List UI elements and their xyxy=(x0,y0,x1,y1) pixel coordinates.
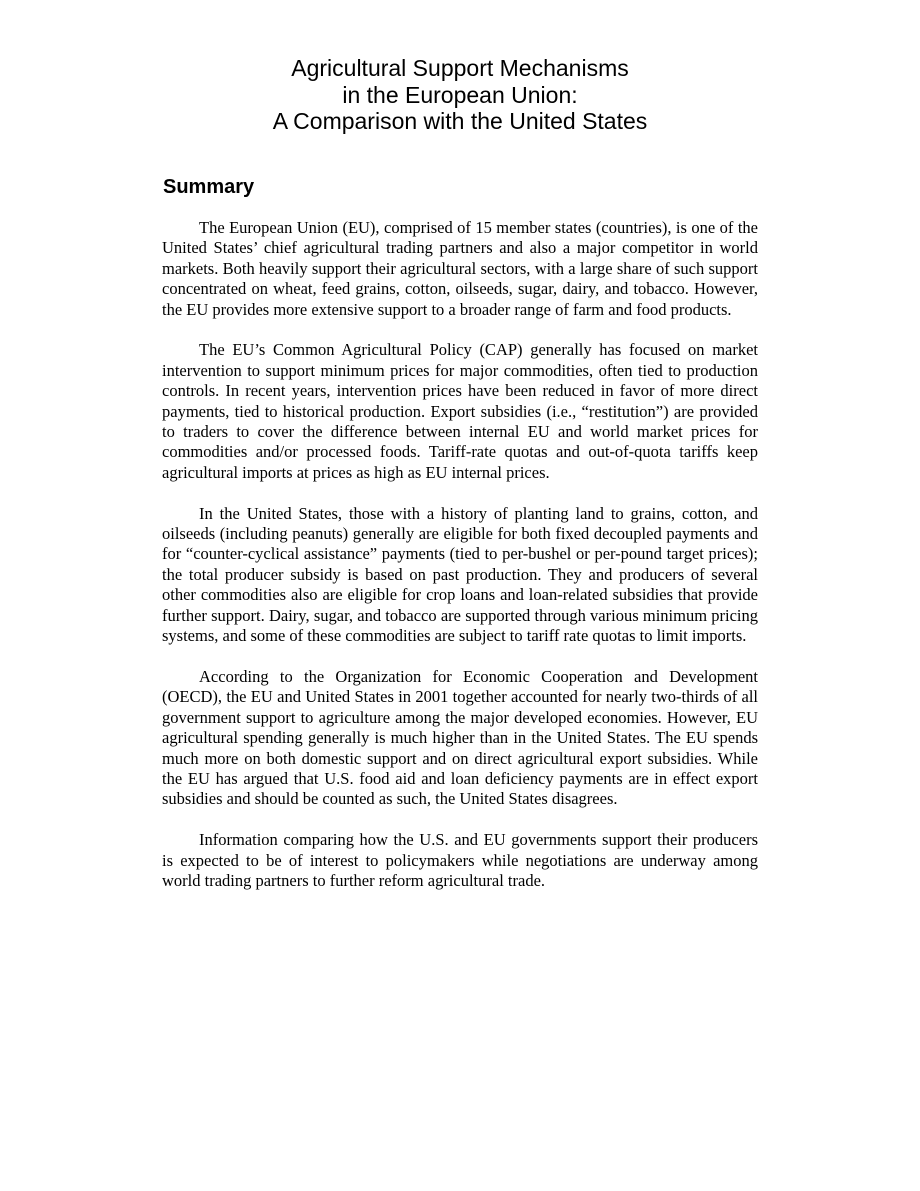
title-line-2: in the European Union: xyxy=(342,81,578,108)
summary-heading: Summary xyxy=(163,176,255,198)
summary-body xyxy=(162,218,758,912)
summary-paragraph-5: Information comparing how the U.S. and EU governments support their producers is expected to be of interest to policymakers while negotiations are underway among world trading partners to further reform agricultural trade. xyxy=(162,830,758,890)
summary-paragraph-4: According to the Organization for Economic Cooperation and Development (OECD), the EU and United States in 2001 together accounted for nearly two-thirds of all government support to agriculture among the major developed economies. However, EU agricultural spending generally is much higher than in the United States. The EU spends much more on both domestic support and on direct agricultural export subsidies. While the EU has argued that U.S. food aid and loan deficiency payments are in effect export subsidies and should be counted as such, the United States disagrees. xyxy=(162,666,758,809)
summary-paragraph-2: The EU’s Common Agricultural Policy (CAP) generally has focused on market intervention to support minimum prices for major commodities, often tied to production controls. In recent years, intervention prices have been reduced in favor of more direct payments, tied to historical production. Export subsidies (i.e., “restitution”) are provided to traders to cover the difference between internal EU and world market prices for commodities and/or processed foods. Tariff-rate quotas and out-of-quota tariffs keep agricultural imports at prices as high as EU internal prices. xyxy=(162,340,758,482)
document-title xyxy=(160,55,760,135)
title-line-1: Agricultural Support Mechanisms xyxy=(291,55,629,81)
summary-paragraph-1: The European Union (EU), comprised of 15 member states (countries), is one of the United States’ chief agricultural trading partners and also a major competitor in world markets. Both heavily support their agricultural sectors, with a large share of such support concentrated on wheat, feed grains, cotton, oilseeds, sugar, dairy, and tobacco. However, the EU provides more extensive support to a broader range of farm and food products. xyxy=(162,218,758,319)
title-line-3: A Comparison with the United States xyxy=(272,108,648,134)
summary-paragraph-3: In the United States, those with a history of planting land to grains, cotton, and oilseeds (including peanuts) generally are eligible for both fixed decoupled payments and for “counter-cyclical assistance” payments (tied to per-bushel or per-pound target prices); the total producer subsidy is based on past production. They and producers of several other commodities also are eligible for crop loans and loan-related subsidies that provide further support. Dairy, sugar, and tobacco are supported through various minimum pricing systems, and some of these commodities are subject to tariff rate quotas to limit imports. xyxy=(162,503,758,646)
